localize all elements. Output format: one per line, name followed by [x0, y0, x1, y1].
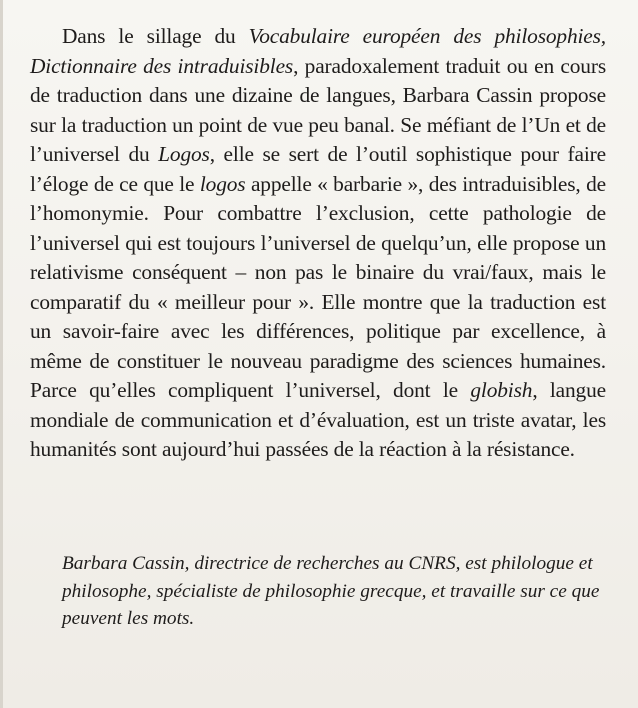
blurb-text: , langue mondiale de communication et d’évaluation, est un triste avatar, les humanités sont aujourd’hui passées de la réaction à la résistance.	[30, 378, 606, 461]
term-logos: Logos	[158, 142, 210, 166]
author-bio: Barbara Cassin, directrice de recherches au CNRS, est philologue et philosophe, spécialiste de philosophie grecque, et travaille sur ce que peuvent les mots.	[62, 553, 600, 629]
blurb-text: , paradoxalement traduit ou en cours de traduction dans une dizaine de langues, Barbara Cassin propose sur la traduction un point de vue peu banal.	[30, 53, 606, 137]
blurb-text: Dans le sillage du	[62, 24, 249, 48]
page-edge	[0, 0, 3, 708]
term-globish: globish	[470, 378, 533, 402]
blurb-text: Se méfiant de l’Un et de l’universel du	[30, 112, 606, 166]
blurb-paragraph	[30, 22, 606, 465]
book-title-dictionnaire: Dictionnaire des intraduisibles	[30, 53, 294, 78]
blurb-text: appelle « barbarie », des intraduisibles, de l’homonymie. Pour combattre l’exclusion, cette pathologie de l’universel qui est toujours l’universel de quelqu’un, elle propose un relativisme conséquent – non pas le binaire du vrai/faux, mais le comparatif du « meilleur pour ». Elle montre que la traduction est un savoir-faire avec les différences, politique par excellence, à même de constituer le nouveau paradigme des sciences humaines. Parce qu’elles compliquent l’universel, dont le	[30, 171, 606, 402]
term-logos-lowercase: logos	[199, 171, 246, 196]
blurb-text: , elle se sert de l’outil sophistique pour faire l’éloge de ce que le	[30, 142, 606, 196]
book-title-vocabulaire: Vocabulaire européen des philosophies,	[248, 24, 607, 48]
